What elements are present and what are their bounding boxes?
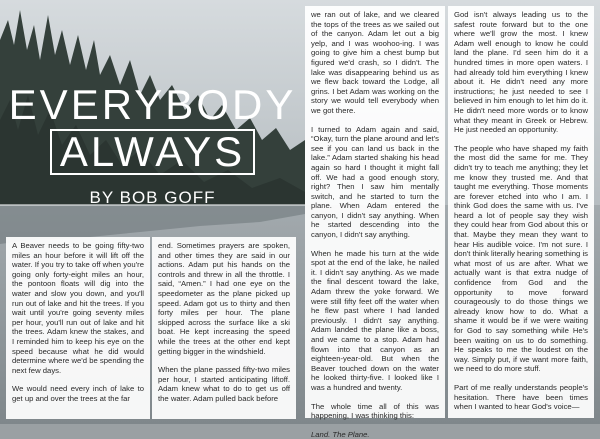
paragraph: The people who have shaped my faith the most did the same for me. They didn't try to teach me anything; they let me know they trusted me. And that taught me everything. Those moments are forever etched into who I am. I think God does the same with us. I've heard a lot of people say they wish they could hear from God about this or that. Maybe they mean they want to hear His audible voice. I'm not sure. I don't think literally hearing something is what most of us are after. What we actually want is that extra nudge of confidence from God and the opportunity to move forward courageously to do those things we already know how to do. What a shame it would be if we were waiting for God to say something while He's been waiting on us to do something. He speaks to me the loudest on the way. Simply put, if we want more faith, we need to do more stuff. bbox=[454, 143, 588, 374]
text-column-4 bbox=[448, 6, 594, 418]
italic-line: Land. The Plane. bbox=[311, 429, 370, 439]
paragraph: I turned to Adam again and said, “Okay, turn the plane around and let's see if you can land us back in the lake.” Adam started shaking his head again so hard I thought it might fall off. We had a good enough story, right? Then I saw him mentally switch, and he started to turn the plane. When Adam entered the canyon, I didn't say anything. When he started descending into the canyon, I didn't say anything. bbox=[311, 124, 439, 240]
paragraph: We would need every inch of lake to get up and over the trees at the far bbox=[12, 384, 144, 403]
title-box: ALWAYS bbox=[50, 129, 255, 175]
author-byline: BY BOB GOFF bbox=[89, 188, 216, 207]
paragraph: A Beaver needs to be going fifty-two miles an hour before it will lift off the water. If you try to take off when you're going only forty-eight miles an hour, the pontoon floats will dig into the water and slow you down, and you'll run out of lake and hit the trees. If you wait until you're going seventy miles per hour, you'll run out of lake and hit the trees. Adam knew the stakes, and I reminded him to keep his eye on the speed because what he did would determine where we'd be spending the next few days. bbox=[12, 241, 144, 375]
text-column-2 bbox=[152, 237, 296, 419]
paragraph: God isn't always leading us to the safest route forward but to the one where we'll grow the most. I knew Adam well enough to know he could land the plane. I'd seen him do it a hundred times in more open waters. I had already told him everything I knew about it. He didn't need any more instructions; he just needed to see I believed in him enough to let him do it. He didn't need more words or to know what they meant in Greek or Hebrew. He just needed an opportunity. bbox=[454, 10, 588, 135]
paragraph: When the plane passed fifty-two miles per hour, I started anticipating liftoff. Adam knew what to do to get us off the water. Adam pulled back before bbox=[158, 365, 290, 403]
paragraph: end. Sometimes prayers are spoken, and other times they are said in our actions. Adam put his hands on the controls and threw in all the throttle. I said, “Amen.” I had one eye on the speedometer as the plane picked up speed. Adam got us to thirty and then forty miles per hour. The plane skipped across the surface like a ski boat. He kept increasing the speed while the trees at the other end kept getting bigger in the windshield. bbox=[158, 241, 290, 356]
paragraph: When he made his turn at the wide spot at the end of the lake, he nailed it. I didn't say anything. As we made the final descent toward the lake, Adam threw the yoke forward. We were still fifty feet off the water when he flew past where I had landed previously. I didn't say anything. Adam landed the plane like a boss, and we came to a stop. Adam had flown into that canyon as an eighteen-year-old. But when the Beaver touched down on the water he looked thirty-five. I looked like I was a hundred and twenty. bbox=[311, 248, 439, 392]
paragraph: The whole time all of this was happening, I was thinking this: bbox=[311, 401, 439, 421]
text-column-1 bbox=[6, 237, 150, 419]
paragraph: Part of me really understands people's hesitation. There have been times when I wanted to hear God's voice— bbox=[454, 382, 588, 412]
paragraph: we ran out of lake, and we cleared the tops of the trees as we sailed out of the canyon. Adam let out a big yelp, and I was woohoo-ing. I was going to give him a chest bump but figured we'd crash, so I didn't. The lake was disappearing behind us as we flew back toward the Lodge, all grins. I bet Adam was working on the story we would tell everybody when we got there. bbox=[311, 10, 439, 115]
title-line-2 bbox=[0, 129, 305, 175]
text-column-3 bbox=[305, 6, 445, 439]
title-line-1: EVERYBODY bbox=[8, 81, 297, 128]
